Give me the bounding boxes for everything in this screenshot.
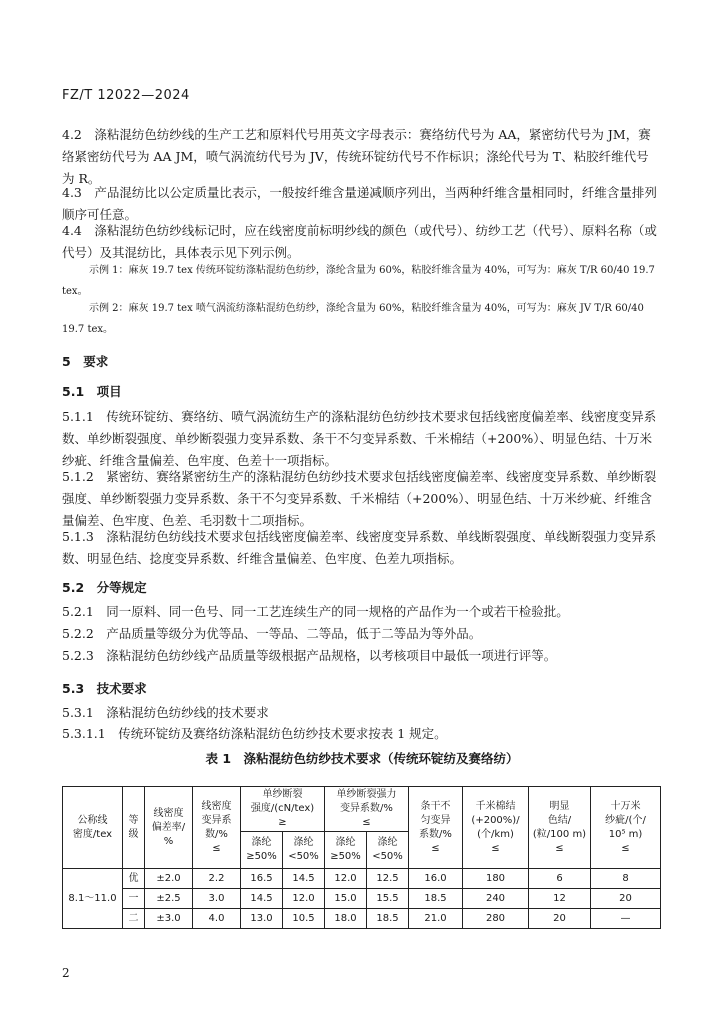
clause-5-2-3: 5.2.3 涤粘混纺色纺纱线产品质量等级根据产品规格，以考核项目中最低一项进行评等。 — [62, 648, 557, 663]
table-row — [63, 869, 661, 889]
table-caption: 表 1 涤粘混纺色纺纱技术要求（传统环锭纺及赛络纺） — [205, 751, 519, 766]
header-density-cv: 线密度 变异系 数/% ≤ — [193, 787, 241, 869]
cell-strength-cv-1: 12.0 — [325, 869, 367, 889]
header-density-deviation: 线密度 偏差率/ % — [145, 787, 193, 869]
clause-5-2-2: 5.2.2 产品质量等级分为优等品、一等品、二等品，低于二等品为等外品。 — [62, 626, 482, 641]
cell-evenness: 18.5 — [409, 889, 463, 909]
cell-nominal-density: 8.1～11.0 — [63, 869, 123, 929]
cell-grade: 二 — [123, 909, 145, 929]
cell-strength-cv-2: 18.5 — [367, 909, 409, 929]
cell-neps: 280 — [463, 909, 529, 929]
cell-cv: 2.2 — [193, 869, 241, 889]
cell-strength-2: 10.5 — [283, 909, 325, 929]
cell-cv: 4.0 — [193, 909, 241, 929]
cell-strength-cv-1: 15.0 — [325, 889, 367, 909]
table-row — [63, 909, 661, 929]
cell-evenness: 16.0 — [409, 869, 463, 889]
header-color-knots: 明显 色结/ (粒/100 m) ≤ — [529, 787, 591, 869]
subheader-polyester-lt-50: 涤纶 <50% — [367, 832, 409, 869]
clause-5-3-1: 5.3.1 涤粘混纺色纺纱线的技术要求 — [62, 705, 269, 720]
cell-strength-2: 12.0 — [283, 889, 325, 909]
cell-color-knots: 12 — [529, 889, 591, 909]
page-number: 2 — [62, 966, 70, 980]
header-breaking-force-cv: 单纱断裂强力 变异系数/% ≤ — [325, 787, 409, 832]
cell-deviation: ±3.0 — [145, 909, 193, 929]
subheader-polyester-ge-50: 涤纶 ≥50% — [325, 832, 367, 869]
clause-4-4: 4.4 涤粘混纺色纺纱线标记时，应在线密度前标明纱线的颜色（或代号）、纺纱工艺（代号）、原料名称（或代号）及其混纺比，具体表示见下列示例。 — [62, 223, 657, 260]
header-evenness-cv: 条干不 匀变异 系数/% ≤ — [409, 787, 463, 869]
clause-4-2: 4.2 涤粘混纺色纺纱线的生产工艺和原料代号用英文字母表示：赛络纺代号为 AA，紧密纺代号为 JM，赛络紧密纺代号为 AA JM，喷气涡流纺代号为 JV，传统环锭纺代号不作标识；涤纶代号为 T、粘胶纤维代号为 R。 — [62, 127, 651, 186]
technical-requirements-table — [62, 786, 661, 929]
section-5-title: 5 要求 — [62, 354, 109, 369]
clause-5-1-2: 5.1.2 紧密纺、赛络紧密纺生产的涤粘混纺色纺纱技术要求包括线密度偏差率、线密度变异系数、单纱断裂强度、单纱断裂强力变异系数、条干不匀变异系数、千米棉结（+200%）、明显色结、十万米纱疵、纤维含量偏差、色牢度、色差、毛羽数十二项指标。 — [62, 469, 657, 528]
cell-strength-2: 14.5 — [283, 869, 325, 889]
example-2: 示例 2：麻灰 19.7 tex 喷气涡流纺涤粘混纺色纺纱，涤纶含量为 60%，粘胶纤维含量为 40%，可写为：麻灰 JV T/R 60/40 19.7 tex。 — [62, 303, 644, 335]
header-neps: 千米棉结 (+200%)/ (个/km) ≤ — [463, 787, 529, 869]
cell-yarn-faults: 20 — [591, 889, 661, 909]
example-1: 示例 1：麻灰 19.7 tex 传统环锭纺涤粘混纺色纺纱，涤纶含量为 60%，粘胶纤维含量为 40%，可写为：麻灰 T/R 60/40 19.7 tex。 — [62, 265, 655, 297]
header-grade: 等 级 — [123, 787, 145, 869]
document-header: FZ/T 12022—2024 — [62, 88, 190, 103]
cell-yarn-faults: 8 — [591, 869, 661, 889]
section-5-1-title: 5.1 项目 — [62, 384, 122, 399]
cell-strength-1: 14.5 — [241, 889, 283, 909]
clause-5-2-1: 5.2.1 同一原料、同一色号、同一工艺连续生产的同一规格的产品作为一个或若干检验批。 — [62, 604, 569, 619]
cell-deviation: ±2.0 — [145, 869, 193, 889]
clause-5-1-3: 5.1.3 涤粘混纺色纺线技术要求包括线密度偏差率、线密度变异系数、单线断裂强度、单线断裂强力变异系数、明显色结、捻度变异系数、纤维含量偏差、色牢度、色差九项指标。 — [62, 529, 657, 566]
cell-strength-1: 13.0 — [241, 909, 283, 929]
cell-strength-cv-1: 18.0 — [325, 909, 367, 929]
subheader-polyester-ge-50: 涤纶 ≥50% — [241, 832, 283, 869]
cell-grade: 一 — [123, 889, 145, 909]
table-row — [63, 889, 661, 909]
header-yarn-faults: 十万米 纱疵/(个/ 10⁵ m) ≤ — [591, 787, 661, 869]
cell-deviation: ±2.5 — [145, 889, 193, 909]
header-breaking-tenacity: 单纱断裂 强度/(cN/tex) ≥ — [241, 787, 325, 832]
cell-color-knots: 6 — [529, 869, 591, 889]
cell-color-knots: 20 — [529, 909, 591, 929]
clause-4-3: 4.3 产品混纺比以公定质量比表示，一般按纤维含量递减顺序列出，当两种纤维含量相同时，纤维含量排列顺序可任意。 — [62, 185, 657, 222]
cell-yarn-faults: — — [591, 909, 661, 929]
header-nominal-density: 公称线 密度/tex — [63, 787, 123, 869]
clause-5-3-1-1: 5.3.1.1 传统环锭纺及赛络纺涤粘混纺色纺纱技术要求按表 1 规定。 — [62, 726, 447, 741]
section-5-3-title: 5.3 技术要求 — [62, 681, 147, 696]
cell-evenness: 21.0 — [409, 909, 463, 929]
clause-5-1-1: 5.1.1 传统环锭纺、赛络纺、喷气涡流纺生产的涤粘混纺色纺纱技术要求包括线密度偏差率、线密度变异系数、单纱断裂强度、单纱断裂强力变异系数、条干不匀变异系数、千米棉结（+200%）、明显色结、十万米纱疵、纤维含量偏差、色牢度、色差十一项指标。 — [62, 409, 657, 468]
cell-strength-1: 16.5 — [241, 869, 283, 889]
cell-neps: 180 — [463, 869, 529, 889]
cell-strength-cv-2: 15.5 — [367, 889, 409, 909]
cell-strength-cv-2: 12.5 — [367, 869, 409, 889]
subheader-polyester-lt-50: 涤纶 <50% — [283, 832, 325, 869]
cell-grade: 优 — [123, 869, 145, 889]
cell-neps: 240 — [463, 889, 529, 909]
cell-cv: 3.0 — [193, 889, 241, 909]
section-5-2-title: 5.2 分等规定 — [62, 580, 147, 595]
